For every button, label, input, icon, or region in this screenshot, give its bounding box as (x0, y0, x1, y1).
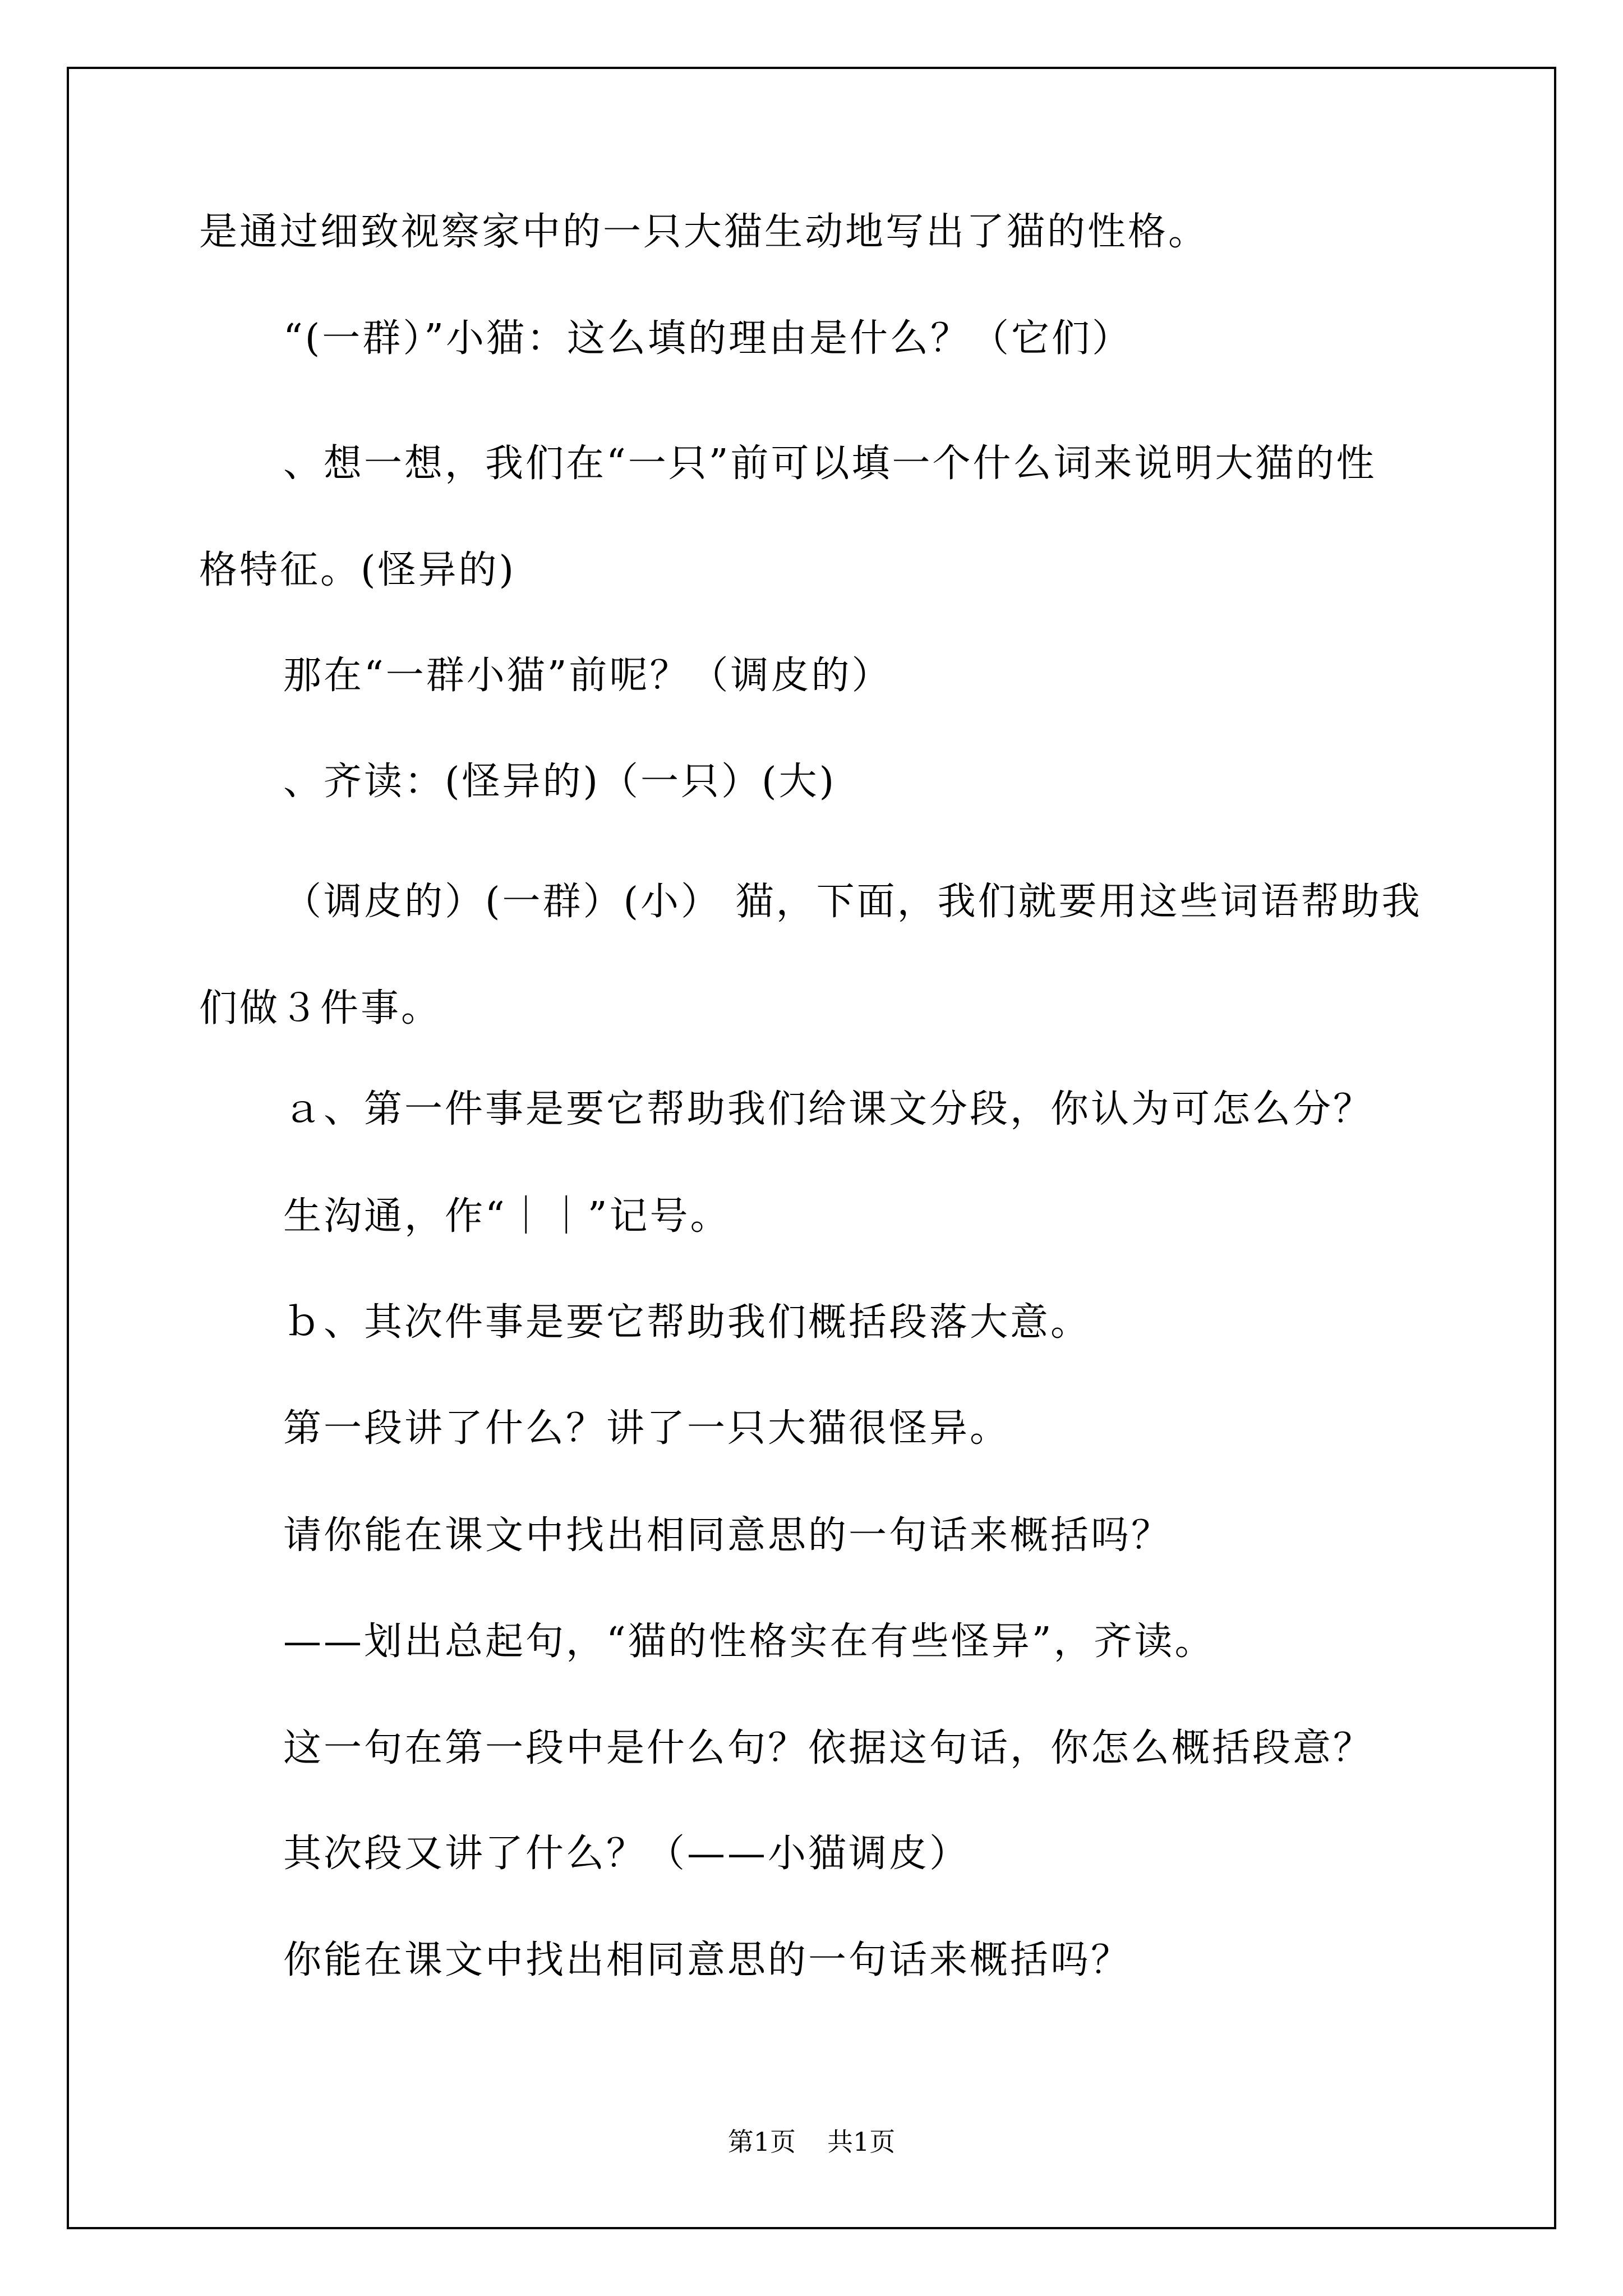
text-line-14: ——划出总起句，“猫的性格实在有些怪异”，齐读。 (283, 1619, 1215, 1664)
page-border (67, 67, 1556, 2229)
text-line-13: 请你能在课文中找出相同意思的一句话来概括吗？ (283, 1513, 1172, 1558)
text-line-3: 、想一想，我们在“一只”前可以填一个什么词来说明大猫的性 (283, 441, 1377, 486)
text-line-16: 其次段又讲了什么？（——小猫调皮） (283, 1832, 970, 1876)
text-line-17: 你能在课文中找出相同意思的一句话来概括吗？ (283, 1938, 1132, 1982)
text-line-2: “(一群）”小猫：这么填的理由是什么？（它们） (283, 316, 1133, 361)
text-line-9: ａ、第一件事是要它帮助我们给课文分段，你认为可怎么分？ (283, 1087, 1374, 1131)
page-footer (0, 2125, 1623, 2159)
text-line-10: 生沟通，作“｜｜”记号。 (283, 1194, 731, 1239)
text-line-7: （调皮的）(一群）(小） 猫，下面，我们就要用这些词语帮助我 (283, 880, 1422, 924)
page-number-current: 第1页 (727, 2127, 796, 2157)
text-line-8: 们做３件事。 (199, 986, 442, 1030)
text-line-4: 格特征。(怪异的) (199, 548, 517, 592)
text-line-6: 、齐读：(怪异的)（一只）(大) (283, 760, 837, 804)
text-line-12: 第一段讲了什么？讲了一只大猫很怪异。 (283, 1406, 1011, 1451)
text-line-5: 那在“一群小猫”前呢？（调皮的） (283, 654, 892, 698)
text-line-1: 是通过细致视察家中的一只大猫生动地写出了猫的性格。 (199, 210, 1209, 254)
page-number-total: 共1页 (827, 2127, 896, 2157)
text-line-11: ｂ、其次件事是要它帮助我们概括段落大意。 (283, 1300, 1091, 1345)
text-line-15: 这一句在第一段中是什么句？依据这句话，你怎么概括段意？ (283, 1726, 1374, 1770)
